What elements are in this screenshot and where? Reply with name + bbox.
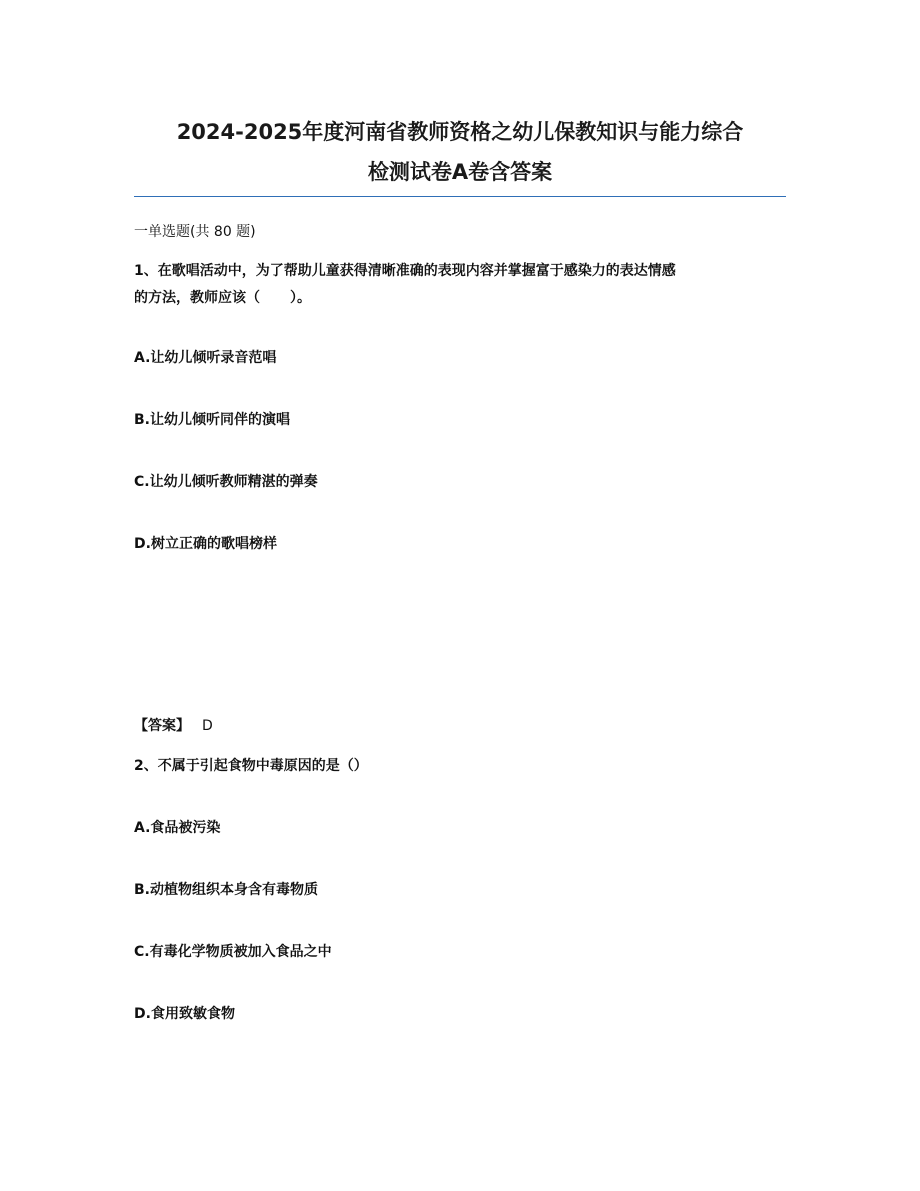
question-1-stem-line-2 <box>134 288 311 308</box>
question-2-option-b: B.动植物组织本身含有毒物质 <box>134 882 318 898</box>
question-1-stem-end: ）。 <box>290 290 311 306</box>
question-2-option-c: C.有毒化学物质被加入食品之中 <box>134 944 332 960</box>
question-2-stem: 2、不属于引起食物中毒原因的是（） <box>134 758 368 774</box>
question-1-option-c: C.让幼儿倾听教师精湛的弹奏 <box>134 474 318 490</box>
document-title-line-1: 2024-2025年度河南省教师资格之幼儿保教知识与能力综合 <box>176 120 744 144</box>
question-1-option-a: A.让幼儿倾听录音范唱 <box>134 350 277 366</box>
question-1-stem-text: 的方法，教师应该（ <box>134 290 260 306</box>
question-2-option-a: A.食品被污染 <box>134 820 221 836</box>
question-2-option-d: D.食用致敏食物 <box>134 1006 235 1022</box>
section-heading: 一单选题(共 80 题) <box>134 224 256 240</box>
question-1-option-d: D.树立正确的歌唱榜样 <box>134 536 277 552</box>
answer-label: 【答案】 <box>134 718 190 734</box>
answer-letter: D <box>202 718 213 734</box>
title-divider <box>134 196 786 197</box>
question-1-answer <box>134 716 213 736</box>
question-1-option-b: B.让幼儿倾听同伴的演唱 <box>134 412 290 428</box>
question-1-stem-line-1: 1、在歌唱活动中，为了帮助儿童获得清晰准确的表现内容并掌握富于感染力的表达情感 <box>134 263 676 279</box>
document-title-line-2: 检测试卷A卷含答案 <box>367 160 553 184</box>
